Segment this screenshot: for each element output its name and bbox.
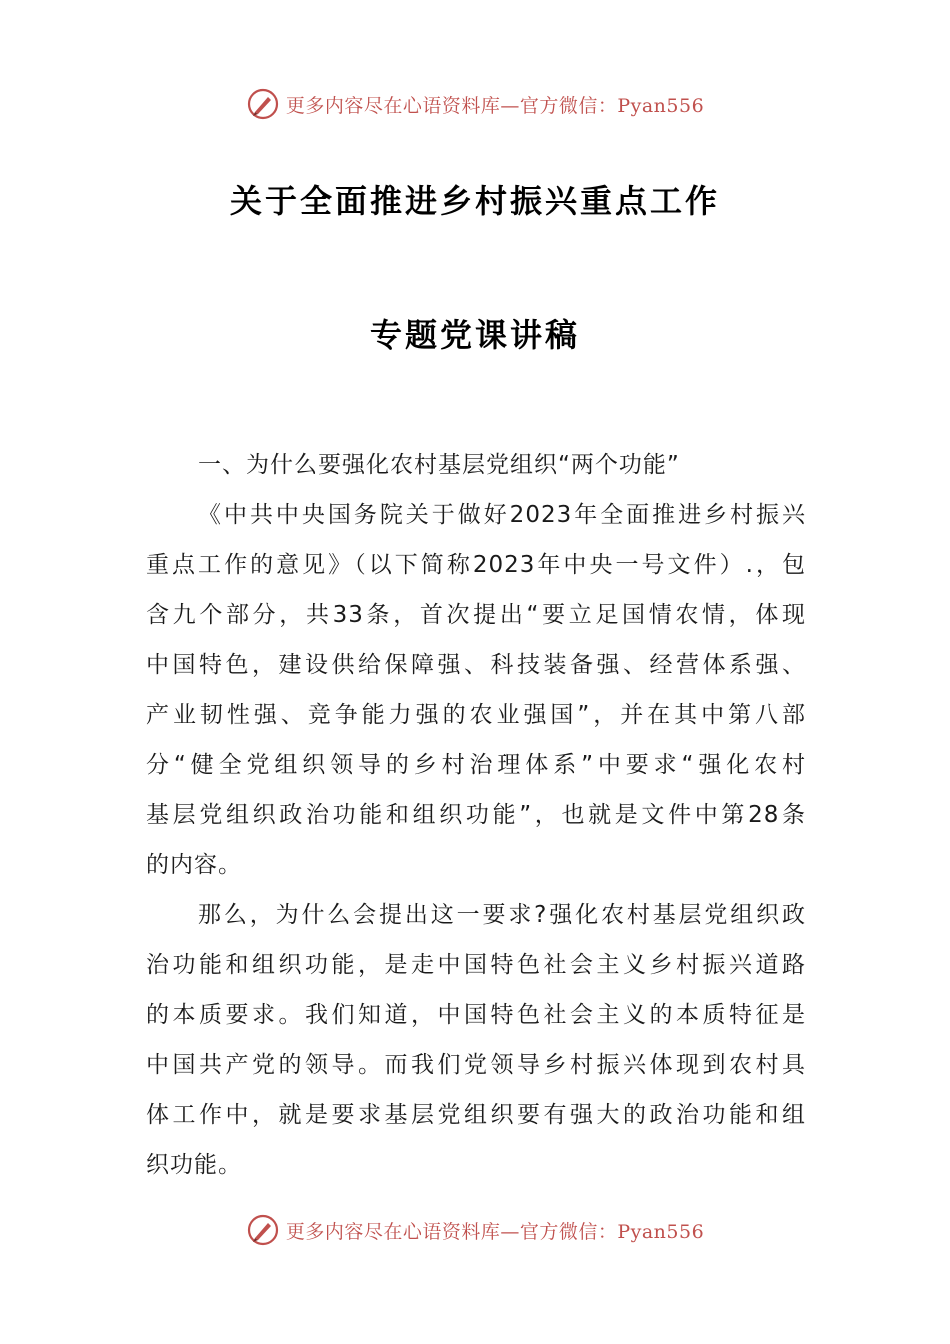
document-body: [146, 440, 806, 1190]
paragraph-line: 重点工作的意见》（以下简称2023年中央一号文件）.，包: [146, 552, 806, 578]
paragraph-line: 《中共中央国务院关于做好2023年全面推进乡村振兴: [198, 502, 806, 528]
paragraph-line: 中国共产党的领导。而我们党领导乡村振兴体现到农村具: [146, 1052, 806, 1078]
paragraph-line: 含九个部分，共33条，首次提出“要立足国情农情，体现: [146, 602, 806, 628]
paragraph-line: 中国特色，建设供给保障强、科技装备强、经营体系强、: [146, 652, 806, 678]
paragraph-line: 分“健全党组织领导的乡村治理体系”中要求“强化农村: [146, 752, 806, 778]
document-title: 关于全面推进乡村振兴重点工作: [229, 182, 720, 220]
watermark-text: 更多内容尽在心语资料库—官方微信：Pyan556: [285, 94, 705, 117]
paragraph-line: 的本质要求。我们知道，中国特色社会主义的本质特征是: [146, 1002, 806, 1028]
section-heading: 一、为什么要强化农村基层党组织“两个功能”: [198, 452, 680, 478]
header-watermark-banner: [0, 84, 950, 124]
paragraph-line: 产业韧性强、竞争能力强的农业强国”，并在其中第八部: [146, 702, 806, 728]
document-subtitle: 专题党课讲稿: [369, 316, 580, 354]
paragraph-line: 基层党组织政治功能和组织功能”，也就是文件中第28条: [146, 802, 806, 828]
footer-watermark-banner: [0, 1210, 950, 1250]
watermark-text: 更多内容尽在心语资料库—官方微信：Pyan556: [285, 1220, 705, 1243]
pen-logo-icon: [246, 1213, 280, 1247]
paragraph-line: 那么，为什么会提出这一要求?强化农村基层党组织政: [198, 902, 806, 928]
paragraph-line: 治功能和组织功能，是走中国特色社会主义乡村振兴道路: [146, 952, 806, 978]
paragraph-line: 的内容。: [146, 852, 242, 878]
pen-logo-icon: [246, 87, 280, 121]
paragraph-line: 体工作中，就是要求基层党组织要有强大的政治功能和组: [146, 1102, 806, 1128]
paragraph-line: 织功能。: [146, 1152, 242, 1178]
